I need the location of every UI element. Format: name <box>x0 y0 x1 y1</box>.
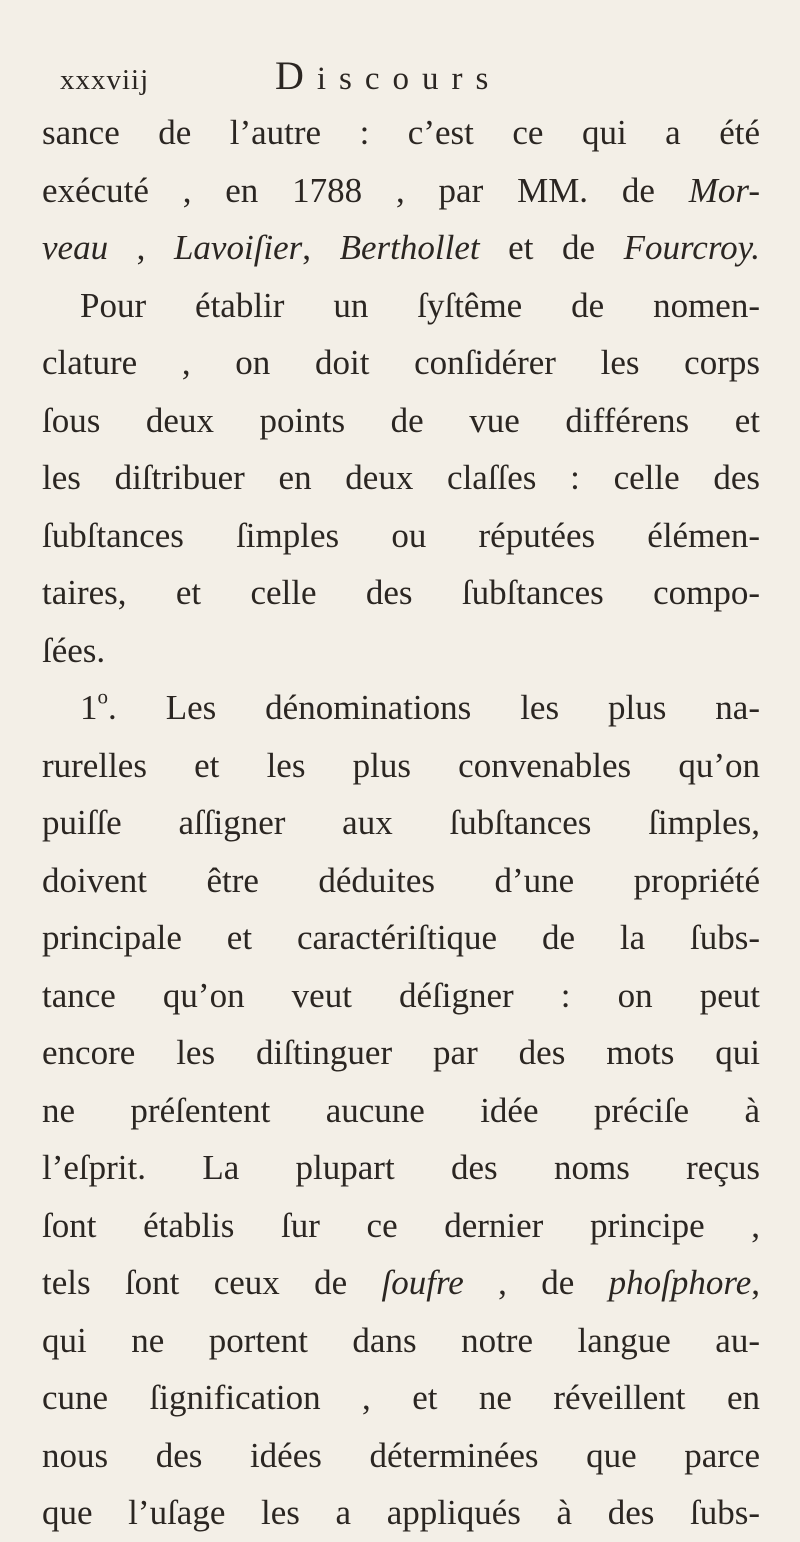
text-line <box>42 1139 760 1197</box>
text-line <box>42 909 760 967</box>
text-line <box>42 1312 760 1370</box>
text-run: ne préſentent aucune idée préciſe à <box>42 1090 760 1130</box>
text-run: taires, et celle des ſubſtances compo- <box>42 573 760 612</box>
text-run: exécuté , en 1788 , par MM. de <box>42 170 689 210</box>
text-line <box>42 334 760 392</box>
text-run: encore les diſtinguer par des mots qui <box>42 1033 760 1072</box>
text-run: Pour établir un ſyſtême de nomen- <box>80 285 760 325</box>
text-line <box>42 219 760 277</box>
text-run: ſées. <box>42 630 106 670</box>
text-line <box>42 967 760 1025</box>
text-run: puiſſe aſſigner aux ſubſtances ſimples, <box>42 803 760 842</box>
italic-run: Mor- <box>688 170 760 210</box>
text-run: l’eſprit. La plupart des noms reçus <box>42 1148 760 1187</box>
text-line <box>42 104 760 162</box>
text-run: tels ſont ceux de <box>42 1263 382 1302</box>
text-run: nous des idées déterminées que parce <box>42 1435 760 1475</box>
text-line <box>42 737 760 795</box>
italic-run: Lavoiſier <box>173 228 303 267</box>
italic-run: Berthollet <box>339 228 480 267</box>
text-run: ſont établis ſur ce dernier principe , <box>42 1205 760 1245</box>
superscript: o <box>97 684 108 709</box>
text-run: 1 <box>80 688 98 727</box>
text-run: qui ne portent dans notre langue au- <box>42 1320 760 1360</box>
body-text <box>42 104 760 1542</box>
page-header <box>42 52 760 102</box>
text-run: que l’uſage les a appliqués à des ſubs- <box>42 1493 760 1532</box>
text-line <box>42 507 760 565</box>
text-run: ſous deux points de vue différens et <box>42 400 760 440</box>
text-line <box>42 1024 760 1082</box>
text-run: . Les dénominations les plus na- <box>108 688 760 727</box>
text-line <box>42 1082 760 1140</box>
text-run: , <box>302 228 340 267</box>
text-line <box>42 162 760 220</box>
text-run: , <box>108 228 174 267</box>
text-run: tance qu’on veut déſigner : on peut <box>42 975 760 1015</box>
text-run: , <box>751 1263 760 1302</box>
text-run: , de <box>463 1263 609 1302</box>
text-run: clature , on doit conſidérer les corps <box>42 343 760 382</box>
italic-run: veau <box>42 228 109 267</box>
text-run: ſubſtances ſimples ou réputées élémen- <box>42 515 760 555</box>
page-number: xxxviij <box>60 64 150 96</box>
text-run: rurelles et les plus convenables qu’on <box>42 745 760 785</box>
running-head <box>275 52 501 99</box>
text-line <box>42 679 760 737</box>
text-line <box>42 449 760 507</box>
text-run: et de <box>479 228 624 267</box>
text-line <box>42 392 760 450</box>
running-head-rest: iscours <box>316 61 502 97</box>
text-line <box>42 1197 760 1255</box>
text-line <box>42 794 760 852</box>
italic-run: ſoufre <box>381 1263 464 1302</box>
text-line <box>42 1254 760 1312</box>
italic-run: phoſphore <box>608 1263 752 1302</box>
text-line <box>42 852 760 910</box>
text-run: cune ſignification , et ne réveillent en <box>42 1378 760 1417</box>
text-run: principale et caractériſtique de la ſubs- <box>42 918 760 957</box>
text-line <box>42 277 760 335</box>
running-head-initial: D <box>275 53 317 98</box>
text-line <box>42 1484 760 1542</box>
text-run: doivent être déduites d’une propriété <box>42 860 760 900</box>
text-line <box>42 622 760 680</box>
text-line <box>42 1427 760 1485</box>
text-line <box>42 1369 760 1427</box>
text-run: les diſtribuer en deux claſſes : celle des <box>42 458 760 497</box>
text-line <box>42 564 760 622</box>
text-run: sance de l’autre : c’est ce qui a été <box>42 113 760 152</box>
italic-run: Fourcroy. <box>623 228 761 267</box>
